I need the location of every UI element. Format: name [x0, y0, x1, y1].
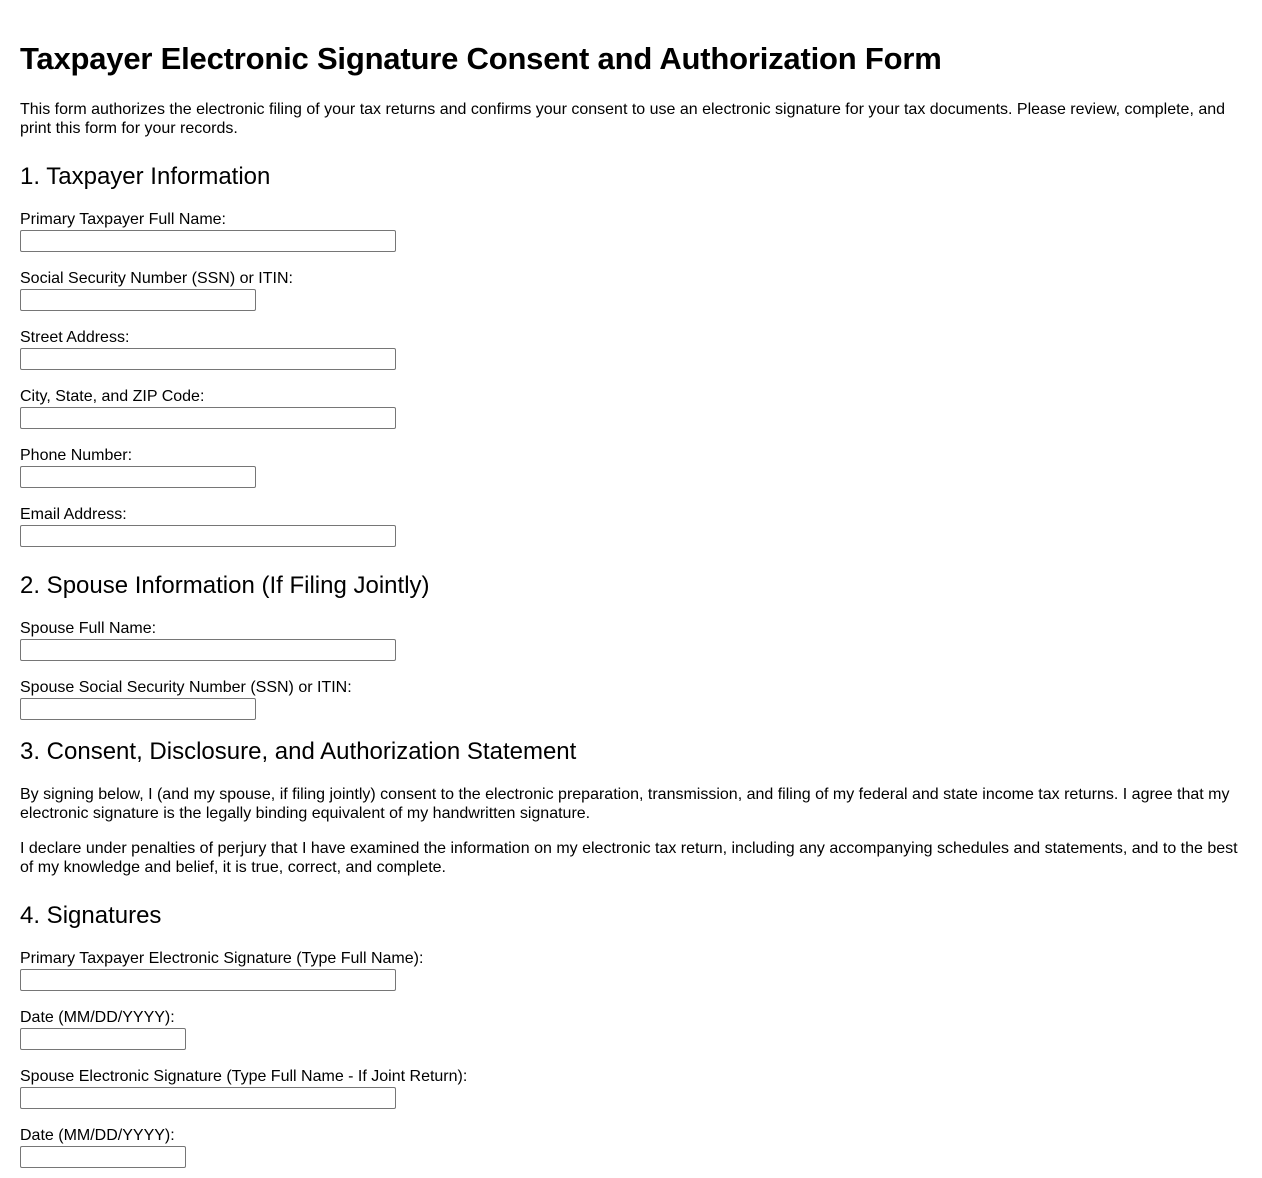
ssn-label: Social Security Number (SSN) or ITIN: — [20, 270, 293, 287]
phone-label: Phone Number: — [20, 447, 133, 464]
spouse-information-section — [20, 571, 1242, 720]
section-heading-taxpayer-info: 1. Taxpayer Information — [20, 163, 271, 190]
consent-paragraph: By signing below, I (and my spouse, if filing jointly) consent to the electronic preparation, transmission, and filing of my federal and state income tax returns. I agree that my electronic signature is the legally binding equivalent of my handwritten signature. — [20, 786, 1230, 822]
spouse-ssn-label: Spouse Social Security Number (SSN) or ITIN: — [20, 679, 352, 696]
taxpayer-information-section — [20, 162, 1242, 547]
spouse-signature-label: Spouse Electronic Signature (Type Full Name - If Joint Return): — [20, 1068, 468, 1085]
spouse-name-label: Spouse Full Name: — [20, 620, 157, 637]
ssn-field — [20, 269, 1242, 311]
email-field — [20, 505, 1242, 547]
phone-input[interactable] — [20, 466, 256, 488]
street-address-label: Street Address: — [20, 329, 130, 346]
primary-date-label: Date (MM/DD/YYYY): — [20, 1009, 175, 1026]
primary-signature-label: Primary Taxpayer Electronic Signature (Type Full Name): — [20, 950, 424, 967]
street-address-input[interactable] — [20, 348, 396, 370]
city-state-zip-input[interactable] — [20, 407, 396, 429]
full-name-input[interactable] — [20, 230, 396, 252]
spouse-name-input[interactable] — [20, 639, 396, 661]
city-state-zip-field — [20, 387, 1242, 429]
primary-date-field — [20, 1008, 1242, 1050]
signatures-section — [20, 901, 1242, 1168]
intro-text: This form authorizes the electronic filing of your tax returns and confirms your consent to use an electronic signature for your tax documents. Please review, complete, and print this form for your records. — [20, 101, 1226, 137]
spouse-name-field — [20, 619, 1242, 661]
consent-statement-section — [20, 737, 1242, 877]
email-label: Email Address: — [20, 506, 127, 523]
page-title: Taxpayer Electronic Signature Consent and Authorization Form — [20, 41, 942, 76]
spouse-signature-field — [20, 1067, 1242, 1109]
section-heading-consent: 3. Consent, Disclosure, and Authorization Statement — [20, 738, 577, 765]
ssn-input[interactable] — [20, 289, 256, 311]
email-input[interactable] — [20, 525, 396, 547]
phone-field — [20, 446, 1242, 488]
primary-date-input[interactable] — [20, 1028, 186, 1050]
spouse-date-field — [20, 1126, 1242, 1168]
perjury-declaration-paragraph: I declare under penalties of perjury that I have examined the information on my electronic tax return, including any accompanying schedules and statements, and to the best of my knowledge and belief, it is true, correct, and complete. — [20, 840, 1238, 876]
section-heading-signatures: 4. Signatures — [20, 902, 162, 929]
full-name-field — [20, 210, 1242, 252]
spouse-signature-input[interactable] — [20, 1087, 396, 1109]
city-state-zip-label: City, State, and ZIP Code: — [20, 388, 205, 405]
full-name-label: Primary Taxpayer Full Name: — [20, 211, 226, 228]
spouse-ssn-input[interactable] — [20, 698, 256, 720]
primary-signature-field — [20, 949, 1242, 991]
section-heading-spouse-info: 2. Spouse Information (If Filing Jointly) — [20, 572, 430, 599]
spouse-date-label: Date (MM/DD/YYYY): — [20, 1127, 175, 1144]
spouse-ssn-field — [20, 678, 1242, 720]
spouse-date-input[interactable] — [20, 1146, 186, 1168]
street-address-field — [20, 328, 1242, 370]
primary-signature-input[interactable] — [20, 969, 396, 991]
